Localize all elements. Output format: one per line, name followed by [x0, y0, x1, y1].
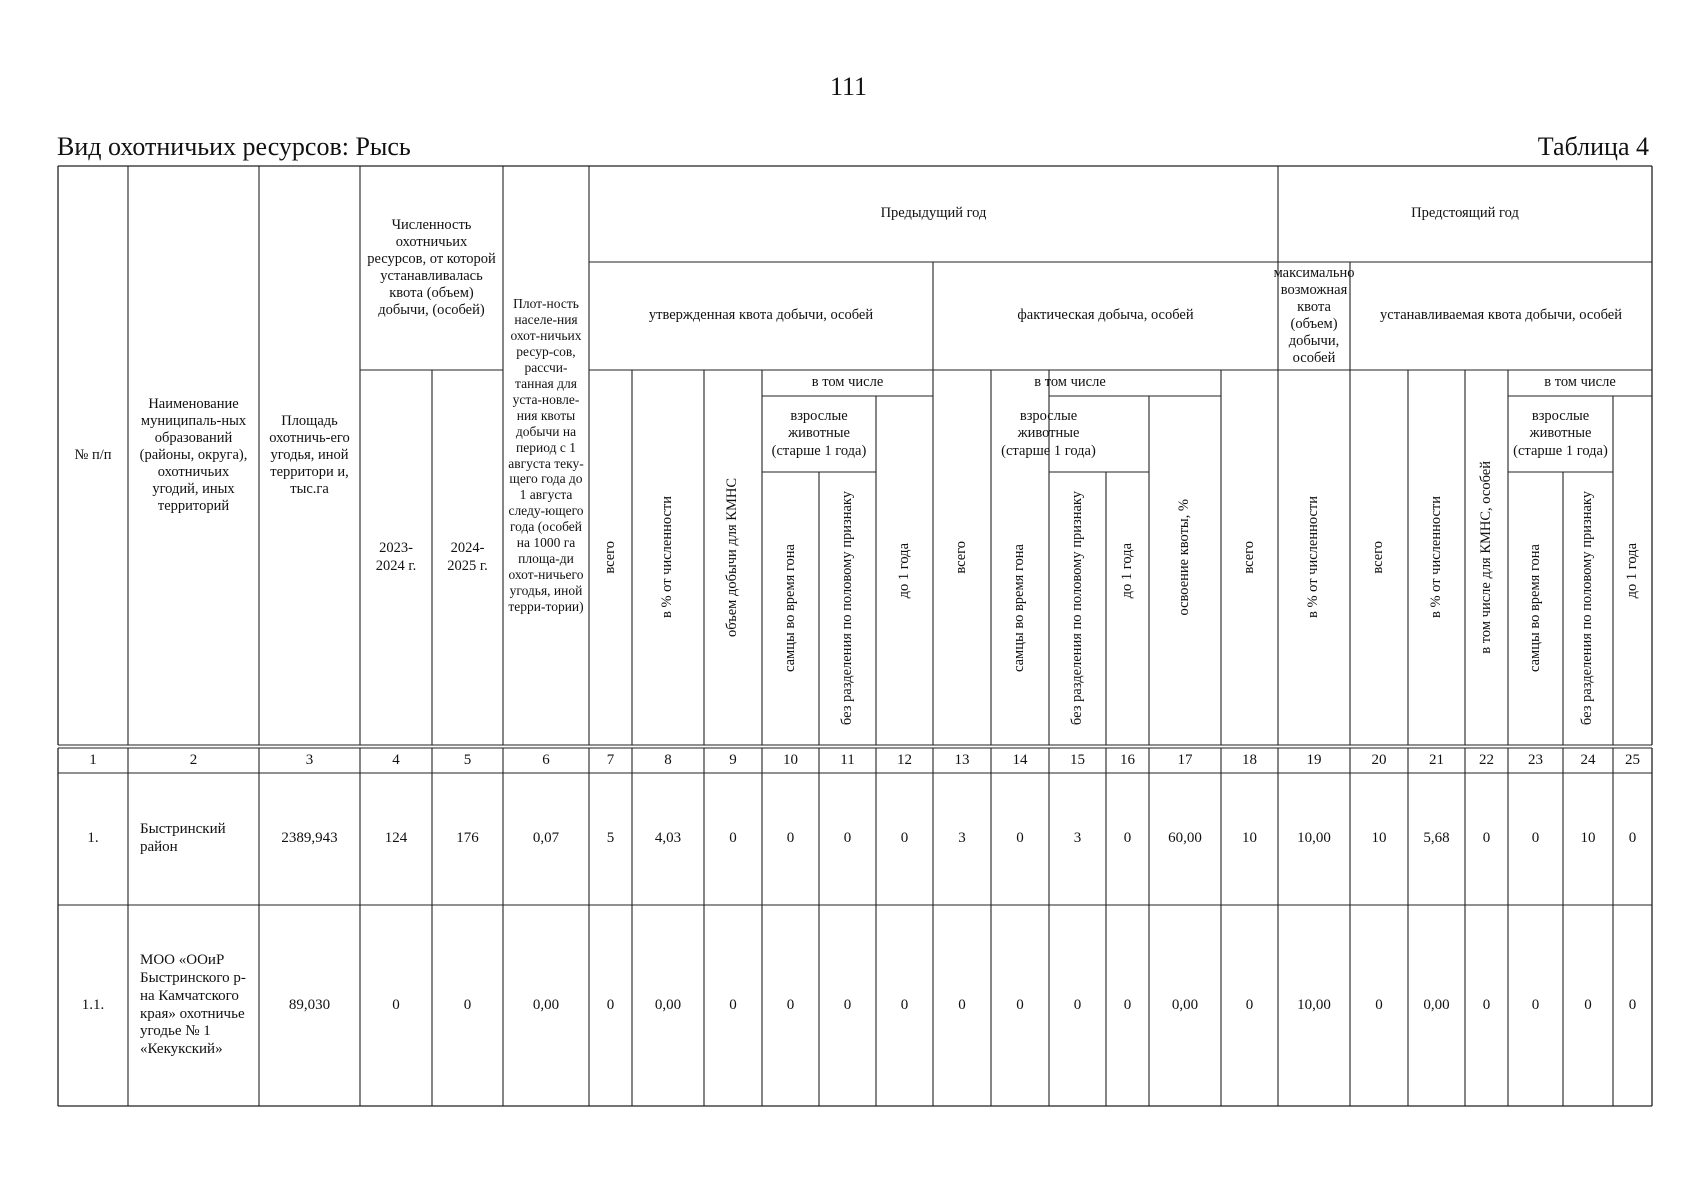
header-population [360, 166, 503, 370]
row-0-value-25 [1613, 773, 1652, 905]
header-max-quota [1273, 262, 1355, 370]
header-approved-kmns [704, 370, 762, 745]
row-1-value-9 [704, 905, 762, 1106]
header-set-including-text: в том числе [1544, 374, 1616, 391]
column-number-15 [1049, 748, 1106, 773]
column-number-25-text: 25 [1625, 751, 1640, 768]
column-number-1 [58, 748, 128, 773]
row-1-value-20-text: 0 [1375, 996, 1383, 1013]
row-0-value-3 [259, 773, 360, 905]
header-quota-use [1149, 370, 1221, 745]
header-set-kmns [1465, 370, 1508, 745]
header-set-total [1350, 370, 1408, 745]
header-set-under1 [1613, 396, 1652, 745]
column-number-15-text: 15 [1070, 751, 1085, 768]
row-1-value-20 [1350, 905, 1408, 1106]
header-approved-quota [589, 262, 933, 370]
header-previous-year [589, 166, 1278, 262]
row-0-value-6-text: 0,07 [532, 830, 560, 847]
column-number-9 [704, 748, 762, 773]
header-approved-including [762, 370, 933, 396]
column-number-19 [1278, 748, 1350, 773]
row-1-value-23 [1508, 905, 1563, 1106]
header-upcoming-year [1278, 166, 1652, 262]
header-num-text: № п/п [74, 446, 112, 463]
header-approved-total-text: всего [601, 541, 618, 574]
row-0-value-21 [1408, 773, 1465, 905]
row-0-name-text: Быстринский район [140, 821, 226, 855]
header-approved-males [762, 472, 819, 745]
row-1-value-17-text: 0,00 [1171, 996, 1199, 1013]
header-set-pct-text: в % от численности [1427, 496, 1444, 619]
column-number-8 [632, 748, 704, 773]
column-number-18 [1221, 748, 1278, 773]
row-1-value-18 [1221, 905, 1278, 1106]
row-0-value-23-text: 0 [1531, 830, 1540, 847]
row-1-value-8-text: 0,00 [654, 996, 682, 1013]
column-number-1-text: 1 [89, 751, 97, 768]
row-0-value-9-text: 0 [729, 830, 737, 847]
row-0-value-22-text: 0 [1482, 830, 1491, 847]
header-actual-harvest-text: фактическая добыча, особей [1017, 307, 1194, 324]
column-number-21 [1408, 748, 1465, 773]
header-actual-total [933, 370, 991, 745]
column-number-9-text: 9 [729, 751, 737, 768]
header-actual-males-text: самцы во время гона [1011, 544, 1028, 673]
column-number-24-text: 24 [1580, 751, 1596, 768]
row-0-value-7 [589, 773, 632, 905]
header-pop-2024 [432, 370, 503, 745]
header-density [503, 166, 589, 745]
header-max-quota-text: максимально возможная квота (объем) добычи, особей [1273, 264, 1355, 367]
row-0-value-10-text: 0 [786, 830, 795, 847]
row-0-name [128, 773, 259, 905]
header-approved-adults-text: взрослые животные (старше 1 года) [771, 408, 867, 459]
row-1-value-17 [1149, 905, 1221, 1106]
row-1-value-5 [432, 905, 503, 1106]
row-0-value-15-text: 3 [1073, 830, 1082, 847]
column-number-13-text: 13 [954, 751, 970, 768]
header-max-pct [1278, 370, 1350, 745]
header-actual-including [991, 370, 1149, 396]
column-number-6-text: 6 [542, 751, 550, 768]
document-title: Вид охотничьих ресурсов: Рысь [57, 132, 411, 161]
header-pop-2023 [360, 370, 432, 745]
header-actual-adults [991, 396, 1106, 472]
row-1-value-22 [1465, 905, 1508, 1106]
row-0-value-9 [704, 773, 762, 905]
row-1-value-11-text: 0 [843, 996, 852, 1013]
column-number-16 [1106, 748, 1149, 773]
header-approved-under1-text: до 1 года [895, 542, 912, 599]
column-number-4-text: 4 [392, 751, 400, 768]
row-1-value-24 [1563, 905, 1613, 1106]
row-1-value-13 [933, 905, 991, 1106]
header-set-nosex [1563, 472, 1613, 745]
row-1-value-8 [632, 905, 704, 1106]
header-area [259, 166, 360, 745]
row-1-value-15 [1049, 905, 1106, 1106]
row-1-value-19 [1278, 905, 1350, 1106]
row-1-num [58, 905, 128, 1106]
row-0-value-6 [503, 773, 589, 905]
row-0-num [58, 773, 128, 905]
row-1-value-16-text: 0 [1123, 996, 1132, 1013]
column-number-11 [819, 748, 876, 773]
header-density-text: Плот-ность населе-ния охот-ничьих ресур-сов, рассчи-танная для уста-новле-ния квоты добычи на период с 1 августа теку-щего года до 1 августа следу-ющего года (особей на 1000 га площа-ди охот-ничьего угодья, иной терри-тории) [508, 296, 584, 614]
row-0-value-14 [991, 773, 1049, 905]
header-set-under1-text: до 1 года [1623, 542, 1640, 599]
row-1-value-12 [876, 905, 933, 1106]
row-1-value-25-text: 0 [1628, 996, 1637, 1013]
header-upcoming-year-text: Предстоящий год [1411, 205, 1519, 222]
header-approved-adults [762, 396, 876, 472]
header-set-total-text: всего [1370, 541, 1387, 574]
row-1-value-12-text: 0 [900, 996, 909, 1013]
header-actual-males [991, 472, 1049, 745]
row-1-value-18-text: 0 [1245, 996, 1254, 1013]
header-approved-pct-text: в % от численности [659, 496, 676, 619]
header-approved-including-text: в том числе [811, 374, 884, 391]
column-number-5-text: 5 [463, 751, 472, 768]
row-0-value-8 [632, 773, 704, 905]
column-number-24 [1563, 748, 1613, 773]
row-0-value-17-text: 60,00 [1168, 830, 1202, 847]
row-0-value-22 [1465, 773, 1508, 905]
header-quota-use-text: освоение квоты, % [1176, 499, 1193, 616]
column-number-14-text: 14 [1012, 751, 1028, 768]
column-number-10-text: 10 [783, 751, 798, 768]
column-number-22-text: 22 [1479, 751, 1494, 768]
header-previous-year-text: Предыдущий год [880, 205, 987, 222]
header-approved-nosex-text: без разделения по половому признаку [838, 491, 855, 726]
row-1-value-21 [1408, 905, 1465, 1106]
column-number-17 [1149, 748, 1221, 773]
row-1-name-text: МОО «ООиР Быстринского р-на Камчатского края» охотничье угодье № 1 «Кекукский» [140, 952, 246, 1057]
row-0-value-25-text: 0 [1628, 830, 1637, 847]
row-1-value-25 [1613, 905, 1652, 1106]
column-number-12-text: 12 [897, 751, 912, 768]
column-number-21-text: 21 [1429, 751, 1444, 768]
header-actual-harvest [933, 262, 1278, 370]
row-1-value-4-text: 0 [392, 996, 400, 1013]
column-number-8-text: 8 [664, 751, 672, 768]
column-number-19-text: 19 [1306, 751, 1322, 768]
column-number-20-text: 20 [1371, 751, 1387, 768]
row-0-value-5 [432, 773, 503, 905]
header-approved-quota-text: утвержденная квота добычи, особей [648, 307, 874, 324]
row-1-num-text: 1.1. [81, 996, 105, 1013]
column-number-3 [259, 748, 360, 773]
header-set-males [1508, 472, 1563, 745]
row-0-value-19-text: 10,00 [1297, 830, 1331, 847]
row-0-value-12 [876, 773, 933, 905]
page-number: 111 [829, 72, 868, 101]
row-0-value-3-text: 2389,943 [281, 830, 338, 847]
row-0-num-text: 1. [87, 830, 99, 847]
row-0-value-23 [1508, 773, 1563, 905]
header-approved-males-text: самцы во время гона [781, 544, 798, 673]
row-0-value-21-text: 5,68 [1423, 830, 1450, 847]
row-1-value-23-text: 0 [1531, 996, 1540, 1013]
header-approved-kmns-text: объем добычи для КМНС [724, 477, 741, 638]
row-0-value-18-text: 10 [1242, 830, 1257, 847]
row-0-value-16-text: 0 [1123, 830, 1132, 847]
header-set-including [1508, 370, 1652, 396]
header-approved-under1 [876, 396, 933, 745]
row-0-value-8-text: 4,03 [654, 830, 682, 847]
row-0-value-13 [933, 773, 991, 905]
column-number-14 [991, 748, 1049, 773]
row-0-value-20 [1350, 773, 1408, 905]
row-0-value-12-text: 0 [900, 830, 909, 847]
column-number-20 [1350, 748, 1408, 773]
header-approved-nosex [819, 472, 876, 745]
row-0-value-19 [1278, 773, 1350, 905]
row-1-value-6 [503, 905, 589, 1106]
row-1-value-10-text: 0 [786, 996, 795, 1013]
row-1-value-24-text: 0 [1584, 996, 1592, 1013]
header-approved-total [589, 370, 632, 745]
table-label: Таблица 4 [1537, 132, 1649, 161]
row-0-value-16 [1106, 773, 1149, 905]
row-1-value-5-text: 0 [463, 996, 472, 1013]
header-set-quota [1350, 262, 1652, 370]
header-max-pct-text: в % от численности [1305, 496, 1322, 619]
row-0-value-5-text: 176 [456, 830, 479, 847]
header-pop-2024-text: 2024-2025 г. [447, 540, 488, 574]
header-name [128, 166, 259, 745]
header-max-total [1221, 370, 1278, 745]
row-0-value-20-text: 10 [1371, 830, 1387, 847]
header-actual-nosex [1049, 472, 1106, 745]
row-1-value-22-text: 0 [1482, 996, 1491, 1013]
column-number-12 [876, 748, 933, 773]
row-1-value-7 [589, 905, 632, 1106]
header-actual-nosex-text: без разделения по половому признаку [1068, 491, 1085, 726]
row-0-value-4-text: 124 [384, 830, 408, 847]
row-0-value-15 [1049, 773, 1106, 905]
header-pop-2023-text: 2023-2024 г. [375, 540, 417, 574]
row-1-value-19-text: 10,00 [1297, 996, 1331, 1013]
column-number-7 [589, 748, 632, 773]
header-set-pct [1408, 370, 1465, 745]
column-number-23-text: 23 [1528, 751, 1543, 768]
header-set-adults [1508, 396, 1613, 472]
row-1-value-11 [819, 905, 876, 1106]
header-set-nosex-text: без разделения по половому признаку [1579, 491, 1596, 726]
header-approved-pct [632, 370, 704, 745]
row-0-value-11-text: 0 [843, 830, 852, 847]
row-1-value-10 [762, 905, 819, 1106]
header-actual-under1-text: до 1 года [1118, 542, 1135, 599]
row-1-value-3-text: 89,030 [288, 996, 331, 1013]
column-number-16-text: 16 [1120, 751, 1135, 768]
row-1-value-14 [991, 905, 1049, 1106]
column-number-7-text: 7 [606, 751, 615, 768]
column-number-22 [1465, 748, 1508, 773]
column-number-13 [933, 748, 991, 773]
row-1-value-9-text: 0 [729, 996, 737, 1013]
column-number-2 [128, 748, 259, 773]
column-number-2-text: 2 [189, 751, 198, 768]
row-1-value-21-text: 0,00 [1423, 996, 1450, 1013]
column-number-4 [360, 748, 432, 773]
header-set-kmns-text: в том числе для КМНС, особей [1477, 461, 1494, 654]
header-actual-including-text: в том числе [1034, 374, 1106, 391]
column-number-6 [503, 748, 589, 773]
row-1-value-7-text: 0 [606, 996, 615, 1013]
row-0-value-10 [762, 773, 819, 905]
row-0-value-4 [360, 773, 432, 905]
header-actual-adults-text: взрослые животные (старше 1 года) [1001, 408, 1096, 459]
row-0-value-7-text: 5 [606, 830, 615, 847]
row-0-value-18 [1221, 773, 1278, 905]
row-0-value-17 [1149, 773, 1221, 905]
row-0-value-13-text: 3 [958, 830, 966, 847]
row-0-value-24 [1563, 773, 1613, 905]
header-set-adults-text: взрослые животные (старше 1 года) [1513, 408, 1608, 459]
column-number-23 [1508, 748, 1563, 773]
row-1-value-13-text: 0 [958, 996, 966, 1013]
row-0-value-11 [819, 773, 876, 905]
row-1-value-4 [360, 905, 432, 1106]
row-1-value-14-text: 0 [1016, 996, 1024, 1013]
column-number-18-text: 18 [1242, 751, 1257, 768]
header-actual-under1 [1106, 396, 1149, 745]
row-1-value-15-text: 0 [1073, 996, 1082, 1013]
header-set-males-text: самцы во время гона [1526, 544, 1543, 673]
column-number-11-text: 11 [840, 751, 855, 768]
header-name-text: Наименование муниципаль-ных образований (районы, округа), охотничьих угодий, иных территорий [139, 395, 248, 515]
header-area-text: Площадь охотничь-его угодья, иной территори и, тыс.га [269, 412, 350, 498]
row-1-value-3 [259, 905, 360, 1106]
column-number-17-text: 17 [1177, 751, 1193, 768]
header-set-quota-text: устанавливаемая квота добычи, особей [1380, 307, 1622, 324]
column-number-5 [432, 748, 503, 773]
header-max-total-text: всего [1240, 541, 1257, 574]
column-number-3-text: 3 [305, 751, 314, 768]
row-0-value-24-text: 10 [1580, 830, 1596, 847]
column-number-10 [762, 748, 819, 773]
header-population-text: Численность охотничьих ресурсов, от которой устанавливалась квота (объем) добычи, (особей) [367, 216, 496, 319]
row-1-value-6-text: 0,00 [532, 996, 560, 1013]
header-actual-total-text: всего [953, 541, 970, 574]
row-1-value-16 [1106, 905, 1149, 1106]
row-1-name [128, 905, 259, 1106]
column-number-25 [1613, 748, 1652, 773]
row-0-value-14-text: 0 [1016, 830, 1024, 847]
header-num [58, 166, 128, 745]
